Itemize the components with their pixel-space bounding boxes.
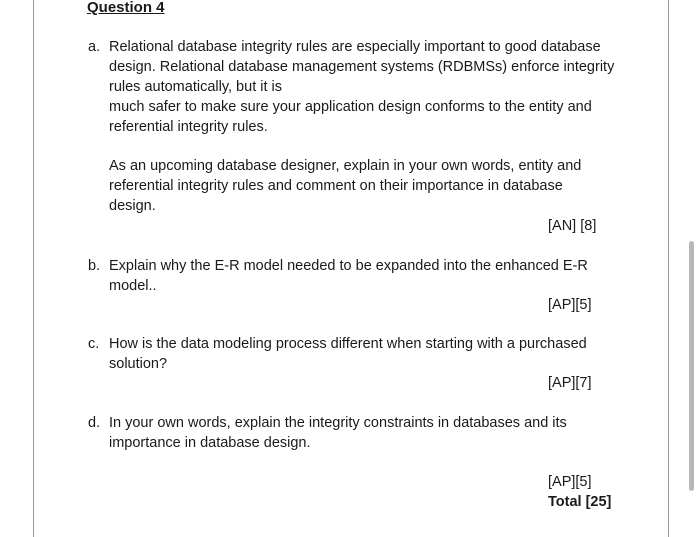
question-a-text: [109, 37, 639, 137]
question-d-line: importance in database design.: [109, 435, 311, 451]
question-b-mark: [AP][5]: [548, 297, 592, 313]
question-a-line: rules automatically, but it is: [109, 79, 282, 95]
question-a-line: referential integrity rules.: [109, 119, 268, 135]
question-c-text: [109, 334, 639, 374]
question-c-line: solution?: [109, 356, 168, 372]
page-right-border: [668, 0, 669, 537]
question-a-line: design. Relational database management systems (RDBMSs) enforce integrity: [109, 59, 615, 75]
total-marks: Total [25]: [548, 494, 612, 510]
question-b-line: model..: [109, 278, 157, 294]
question-c-line: How is the data modeling process different when starting with a purchased: [109, 336, 587, 352]
question-a-task-line: design.: [109, 198, 156, 214]
question-a-task: [109, 156, 639, 216]
question-b-line: Explain why the E-R model needed to be expanded into the enhanced E-R: [109, 258, 588, 274]
question-c-mark: [AP][7]: [548, 375, 592, 391]
question-a-line: Relational database integrity rules are especially important to good database: [109, 39, 601, 55]
question-c-letter: c.: [88, 336, 100, 352]
page-left-border: [33, 0, 34, 537]
question-a-task-line: referential integrity rules and comment on their importance in database: [109, 178, 563, 194]
vertical-scrollbar[interactable]: [689, 241, 694, 491]
question-b-letter: b.: [88, 258, 101, 274]
question-a-line: much safer to make sure your application design conforms to the entity and: [109, 99, 592, 115]
question-heading: Question 4: [87, 0, 165, 16]
question-b-text: [109, 256, 639, 296]
question-a-mark: [AN] [8]: [548, 218, 597, 234]
question-d-text: [109, 413, 639, 453]
question-a-letter: a.: [88, 39, 101, 55]
question-d-mark: [AP][5]: [548, 474, 592, 490]
question-a-task-line: As an upcoming database designer, explain in your own words, entity and: [109, 158, 582, 174]
question-d-line: In your own words, explain the integrity constraints in databases and its: [109, 415, 567, 431]
question-d-letter: d.: [88, 415, 101, 431]
